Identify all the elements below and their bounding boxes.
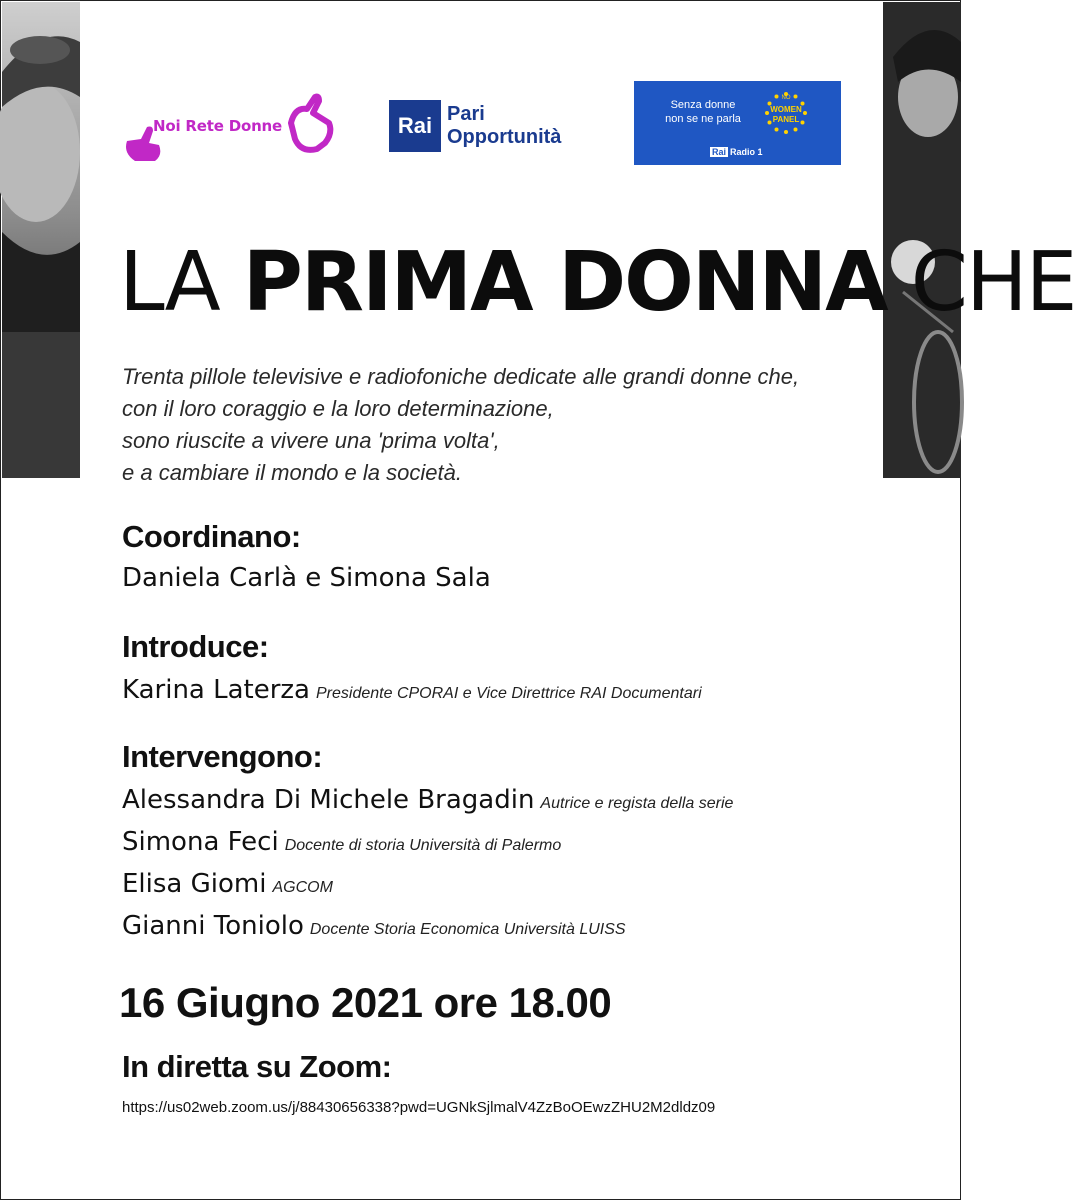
speaker-name: Simona Feci — [122, 827, 279, 857]
rai-box: Rai — [389, 100, 441, 152]
eu-line-2: non se ne parla — [665, 113, 741, 125]
speaker-name: Alessandra Di Michele Bragadin — [122, 785, 535, 815]
title-part-2: PRIMA DONNA — [242, 235, 887, 330]
page-title — [119, 233, 1075, 333]
title-part-1: LA — [119, 235, 219, 330]
speaker-name: Gianni Toniolo — [122, 911, 304, 941]
speaker-role: Docente di storia Università di Palermo — [284, 837, 562, 854]
coordinano-names: Daniela Carlà e Simona Sala — [122, 563, 491, 593]
noi-rete-donne-text: Noi Rete Donne — [153, 117, 282, 135]
intro-paragraph — [122, 361, 862, 489]
person-role: Presidente CPORAI e Vice Direttrice RAI Documentari — [316, 685, 702, 702]
zoom-heading: In diretta su Zoom: — [122, 1049, 392, 1084]
eu-panel-top: NO — [781, 95, 791, 101]
person-name: Karina Laterza — [122, 675, 310, 705]
speaker-role: Docente Storia Economica Università LUISS — [309, 921, 626, 938]
rai-radio-tag: Rai — [712, 147, 727, 157]
speaker-name: Elisa Giomi — [122, 869, 267, 899]
rai-radio-1-label — [710, 147, 763, 157]
speaker-role: Autrice e regista della serie — [540, 795, 734, 812]
intro-line: sono riuscite a vivere una 'prima volta', — [122, 428, 500, 453]
intro-line: con il loro coraggio e la loro determinazione, — [122, 396, 554, 421]
coordinano-heading: Coordinano: — [122, 519, 301, 554]
speaker-row — [122, 869, 333, 899]
eu-panel-bot: PANEL — [772, 115, 800, 124]
zoom-link[interactable]: https://us02web.zoom.us/j/88430656338?pwd=UGNkSjlmalV4ZzBoOEwzZHU2M2dldz09 — [122, 1099, 716, 1116]
intro-line: e a cambiare il mondo e la società. — [122, 460, 462, 485]
title-part-3: CHE — [910, 235, 1075, 330]
intro-line: Trenta pillole televisive e radiofoniche dedicate alle grandi donne che, — [122, 364, 800, 389]
speaker-row — [122, 911, 626, 941]
speaker-row — [122, 827, 561, 857]
introduce-person — [122, 675, 702, 705]
rai-line-2: Opportunità — [447, 126, 562, 148]
event-date: 16 Giugno 2021 ore 18.00 — [119, 979, 612, 1026]
rai-radio-text: Radio 1 — [730, 147, 763, 157]
noi-rete-donne-logo — [119, 93, 334, 165]
rai-line-1: Pari — [447, 103, 485, 125]
left-photo — [2, 2, 80, 478]
no-women-no-panel-logo — [634, 81, 841, 165]
eu-line-1: Senza donne — [670, 99, 736, 111]
introduce-heading: Introduce: — [122, 629, 269, 664]
speaker-row — [122, 785, 733, 815]
eu-panel-mid: WOMEN — [770, 105, 802, 114]
rai-pari-opportunita-logo — [389, 100, 609, 154]
speaker-role: AGCOM — [272, 879, 333, 896]
intervengono-heading: Intervengono: — [122, 739, 323, 774]
